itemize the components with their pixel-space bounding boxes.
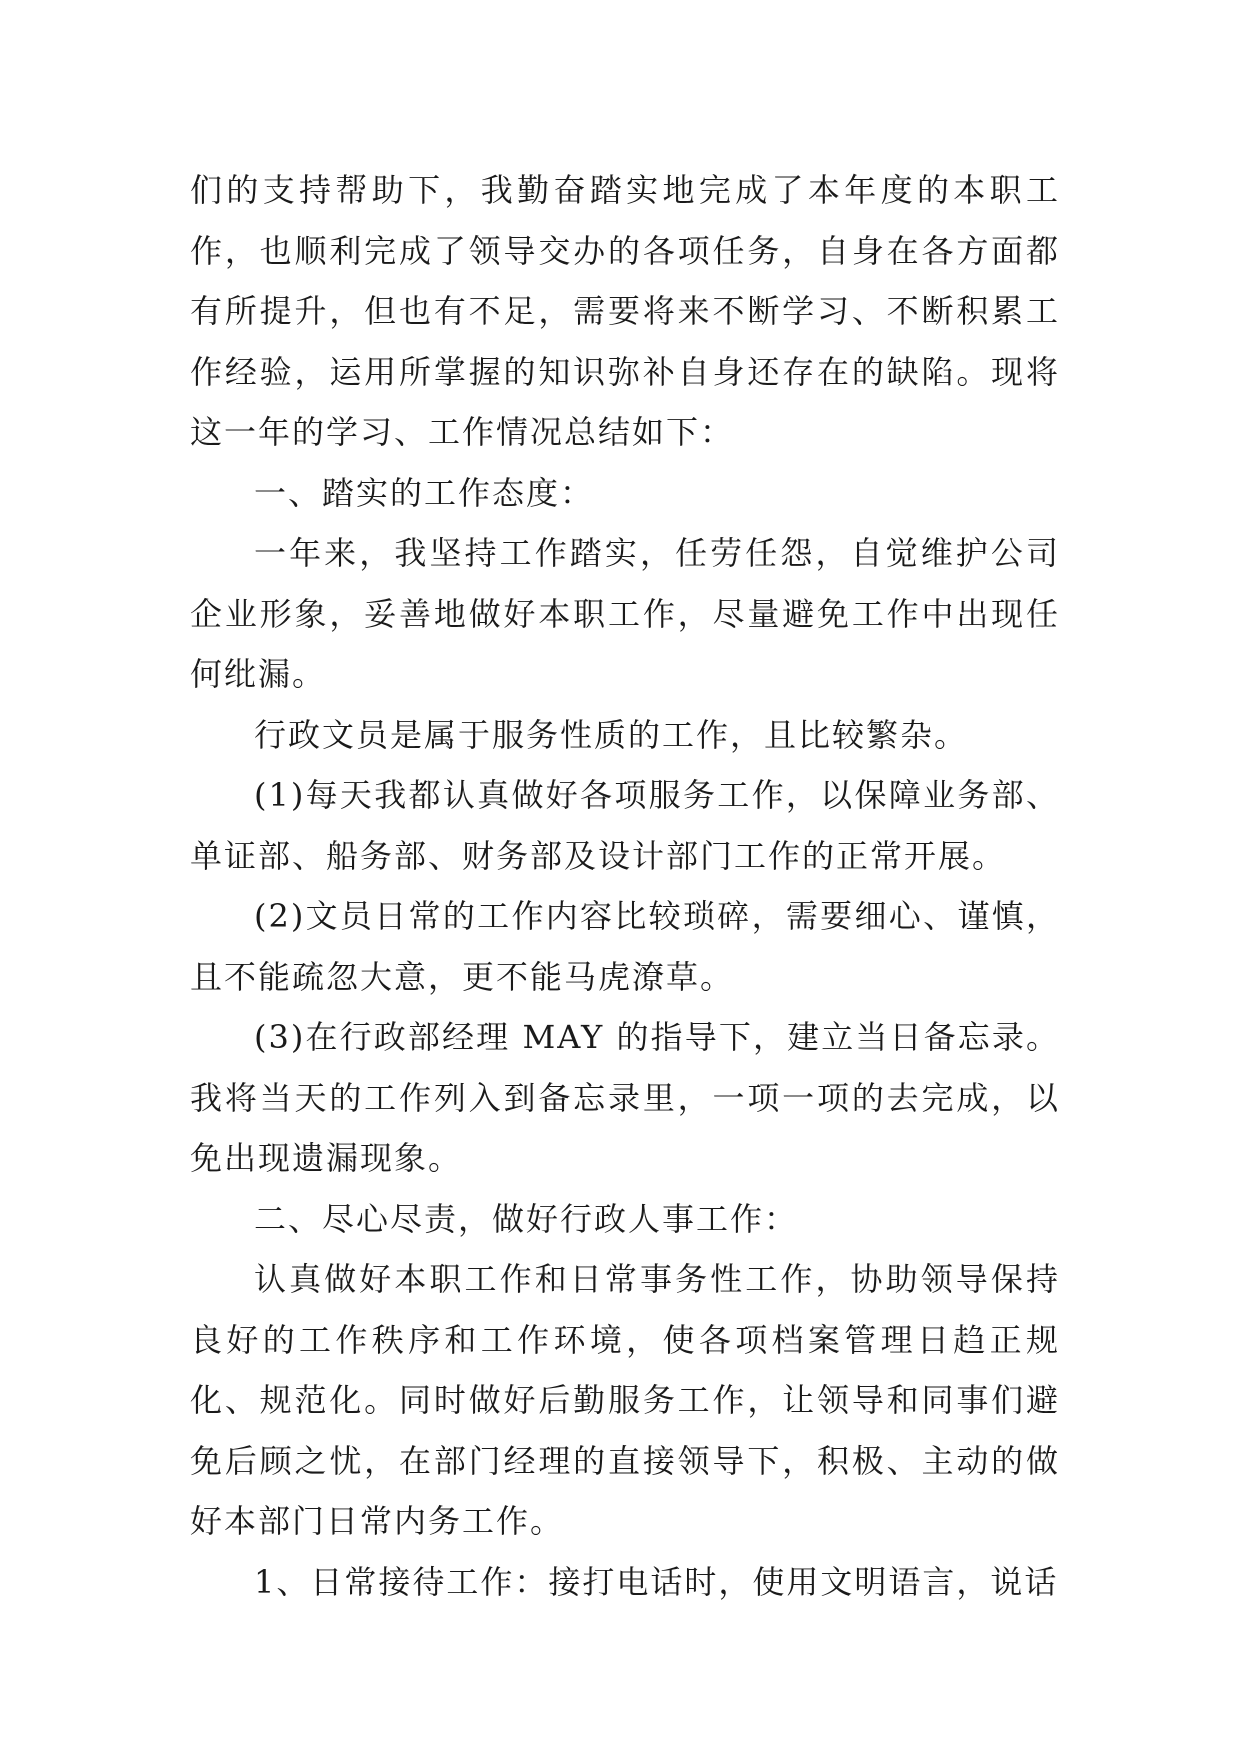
- list-item-2: (2)文员日常的工作内容比较琐碎，需要细心、谨慎，且不能疏忽大意，更不能马虎潦草。: [190, 897, 1060, 996]
- paragraph-admin-work: 认真做好本职工作和日常事务性工作，协助领导保持良好的工作秩序和工作环境，使各项档案管理日趋正规化、规范化。同时做好后勤服务工作，让领导和同事们避免后顾之忧，在部门经理的直接领导下，积极、主动的做好本部门日常内务工作。: [190, 1260, 1060, 1540]
- section-heading-1: 一、踏实的工作态度：: [254, 473, 595, 512]
- paragraph-clerk-role: 行政文员是属于服务性质的工作，且比较繁杂。: [254, 715, 969, 754]
- list-item-3: (3)在行政部经理 MAY 的指导下，建立当日备忘录。我将当天的工作列入到备忘录里，一项一项的去完成，以免出现遗漏现象。: [190, 1018, 1060, 1177]
- paragraph-work-attitude: 一年来，我坚持工作踏实，任劳任怨，自觉维护公司企业形象，妥善地做好本职工作，尽量避免工作中出现任何纰漏。: [190, 534, 1060, 693]
- document-body: [190, 160, 1060, 1612]
- paragraph-intro: 们的支持帮助下，我勤奋踏实地完成了本年度的本职工作，也顺利完成了领导交办的各项任务，自身在各方面都有所提升，但也有不足，需要将来不断学习、不断积累工作经验，运用所掌握的知识弥补自身还存在的缺陷。现将这一年的学习、工作情况总结如下：: [190, 171, 1060, 451]
- paragraph-reception: 1、日常接待工作：接打电话时，使用文明语言，说话: [254, 1562, 1059, 1601]
- section-heading-2: 二、尽心尽责，做好行政人事工作：: [254, 1199, 799, 1238]
- list-item-1: (1)每天我都认真做好各项服务工作，以保障业务部、单证部、船务部、财务部及设计部门工作的正常开展。: [190, 776, 1060, 875]
